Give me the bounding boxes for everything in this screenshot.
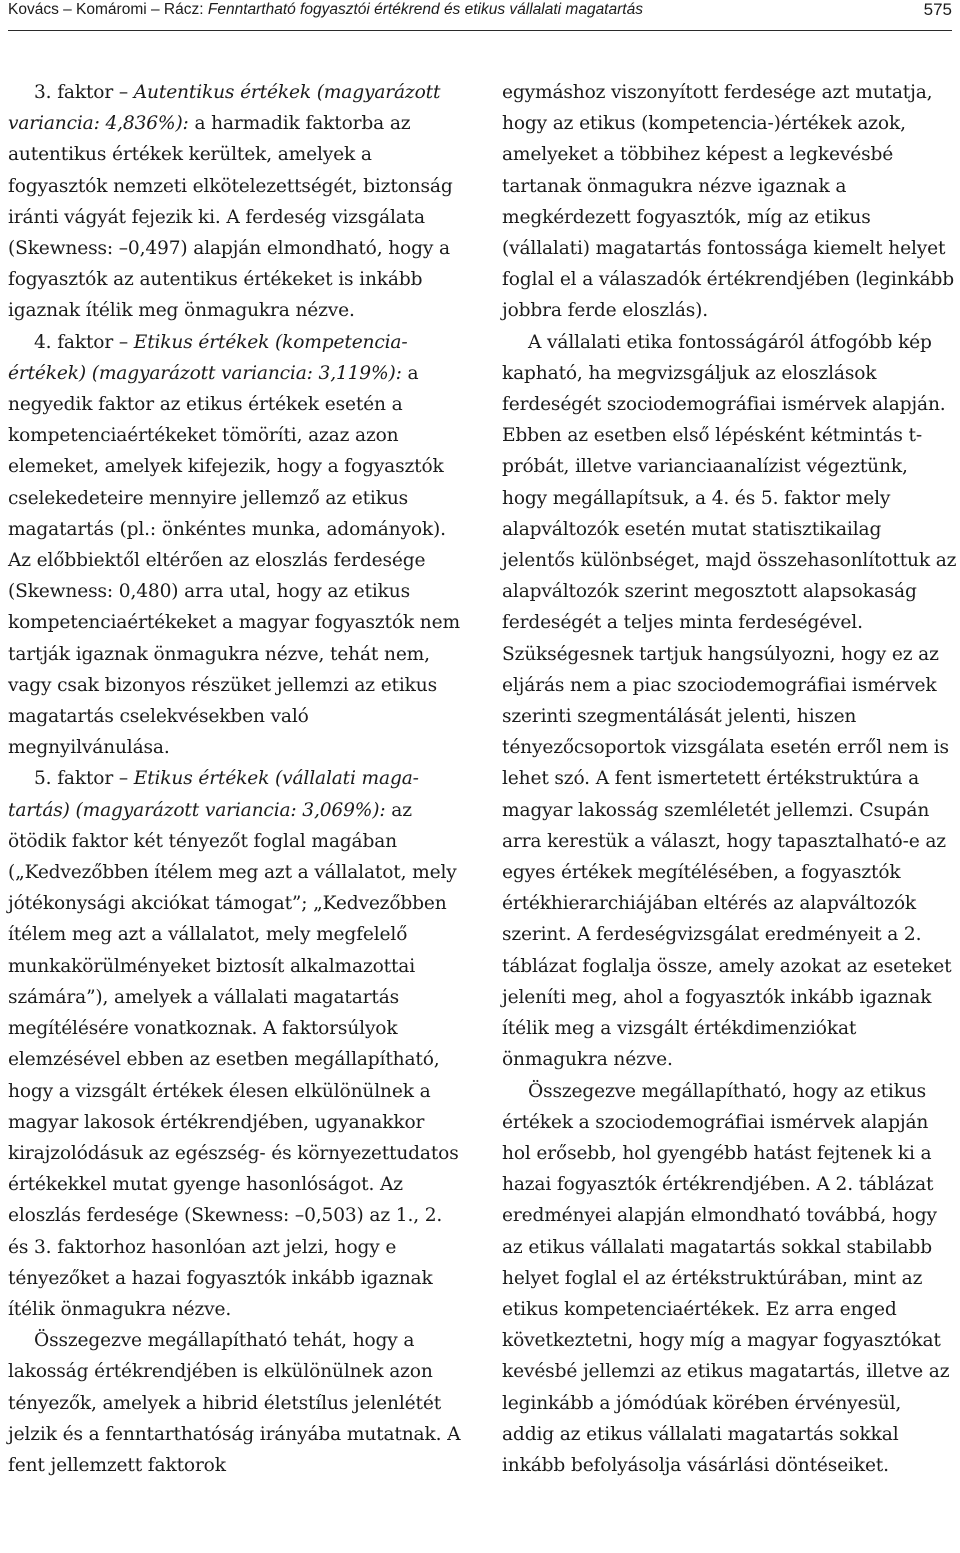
paragraph-summary: Összegezve megállapítható tehát, hogy a lakosság értékrendjében is elkülönülnek azon tényezők, amelyek a hibrid életstílus jelenlétét jelzik és a fenntarthatóság irányába mutatnak. A fent jellemzett faktorok <box>8 1330 461 1476</box>
paragraph-continued: egymáshoz viszonyított ferdesége azt mutatja, hogy az etikus (kompetencia-)értékek azok, amelyeket a többihez képest a legkevésbé tartanak önmagukra nézve igaznak a megkérdezett fogyasztók, míg az etikus (vállalati) magatartás fontossága kiemelt helyet foglal el a válaszadók értékrendjében (leginkább jobbra ferde eloszlás). <box>502 82 954 322</box>
factor-3-text: a harmadik faktorba az autentikus értékek kerültek, amelyek a fogyasztók nemzeti elkötelezettségét, biztonság iránti vágyát fejezik ki. A ferdeség vizsgálata (Skewness: –0,497) alapján elmondható, hogy a fogyasztók az autentikus értékeket is inkább igaznak ítélik meg önmagukra nézve. <box>8 113 453 322</box>
right-column <box>502 77 957 1481</box>
page-number: 575 <box>923 0 952 19</box>
header-authors-title <box>8 0 643 20</box>
running-header <box>8 0 952 31</box>
paragraph-factor-3 <box>8 77 463 327</box>
factor-3-title: Autentikus értékek (magyarázott variancia: 4,836%): <box>8 82 441 135</box>
factor-5-title: Etikus értékek (vállalati magatartás) (magyarázott variancia: 3,069%): <box>8 768 419 821</box>
factor-4-label: 4. faktor – <box>34 331 134 353</box>
header-authors: Kovács – Komáromi – Rácz: <box>8 1 208 18</box>
paragraph-factor-4 <box>8 327 463 764</box>
factor-5-text: az ötödik faktor két tényezőt foglal magában („Kedvezőbben ítélem meg azt a vállalatot, mely jótékonysági akciókat támogat”; „Kedvezőbben ítélem meg azt a vállalatot, mely megfelelő munkakörülményeket biztosít alkalmazottai számára”), amelyek a vállalati magatartás megítélésére vonatkoznak. A faktorsúlyok elemzésével ebben az esetben megállapítható, hogy a vizsgált értékek élesen elkülönülnek a magyar lakosok értékrendjében, ugyanakkor kirajzolódásuk az egészség- és környezettudatos értékekkel mutat gyenge hasonlóságot. Az eloszlás ferdesége (Skewness: –0,503) az 1., 2. és 3. faktorhoz hasonlóan azt jelzi, hogy e tényezőket a hazai fogyasztók inkább igaznak ítélik önmagukra nézve. <box>8 799 459 1320</box>
paragraph-factor-5 <box>8 763 463 1325</box>
left-column <box>8 77 463 1481</box>
paragraph-corporate-ethics: A vállalati etika fontosságáról átfogóbb kép kapható, ha megvizsgáljuk az eloszlások ferdeségét szociodemográfiai ismérvek alapján. Ebben az esetben első lépésként kétmintás t-próbát, illetve varianciaanalízist végeztünk, hogy megállapítsuk, a 4. és 5. faktor mely alapváltozók esetén mutat statisztikailag jelentős különbséget, majd összehasonlítottuk az alapváltozók szerint megosztott alapsokaság ferdeségét a teljes minta ferdeségével. Szükségesnek tartjuk hangsúlyozni, hogy ez az eljárás nem a piac szociodemográfiai ismérvek szerinti szegmentálását jelenti, hiszen tényezőcsoportok vizsgálata esetén erről nem is lehet szó. A fent ismertetett értékstruktúra a magyar lakosság szemléletét jellemzi. Csupán arra kerestük a választ, hogy tapasztalható-e az egyes értékek megítélésében, a fogyasztók értékhierarchiájában eltérés az alapváltozók szerint. A ferdeségvizsgálat eredményeit a 2. táblázat foglalja össze, amely azokat az eseteket jeleníti meg, ahol a fogyasztók inkább igaznak ítélik meg a vizsgált értékdimenziókat önmagukra nézve. <box>502 331 957 1071</box>
factor-5-label: 5. faktor – <box>34 768 134 790</box>
header-article-title: Fenntartható fogyasztói értékrend és etikus vállalati magatartás <box>207 1 643 18</box>
factor-3-label: 3. faktor – <box>34 82 134 103</box>
paragraph-conclusion: Összegezve megállapítható, hogy az etikus értékek a szociodemográfiai ismérvek alapján hol erősebb, hol gyengébb hatást fejtenek ki a hazai fogyasztók értékrendjében. A 2. táblázat eredményei alapján elmondható továbbá, hogy az etikus vállalati magatartás sokkal stabilabb helyet foglal el az értékstruktúrában, mint az etikus kompetenciaértékek. Ez arra enged következtetni, hogy míg a magyar fogyasztókat kevésbé jellemzi az etikus magatartás, illetve az leginkább a jómódúak körében érvényesül, addig az etikus vállalati magatartás sokkal inkább befolyásolja vásárlási döntéseiket. <box>502 1080 950 1476</box>
factor-4-text: a negyedik faktor az etikus értékek esetén a kompetenciaértékeket tömöríti, azaz azon elemeket, amelyek kifejezik, hogy a fogyasztók cselekedeteire mennyire jellemző az etikus magatartás (pl.: önkéntes munka, adományok). Az előbbiektől eltérően az eloszlás ferdesége (Skewness: 0,480) arra utal, hogy az etikus kompetenciaértékeket a magyar fogyasztók nem tartják igaznak önmagukra nézve, tehát nem, vagy csak bizonyos részüket jellemzi az etikus magatartás cselekvésekben való megnyilvánulása. <box>8 362 460 759</box>
factor-4-title: Etikus értékek (kompetenciaértékek) (magyarázott variancia: 3,119%): <box>8 331 408 384</box>
